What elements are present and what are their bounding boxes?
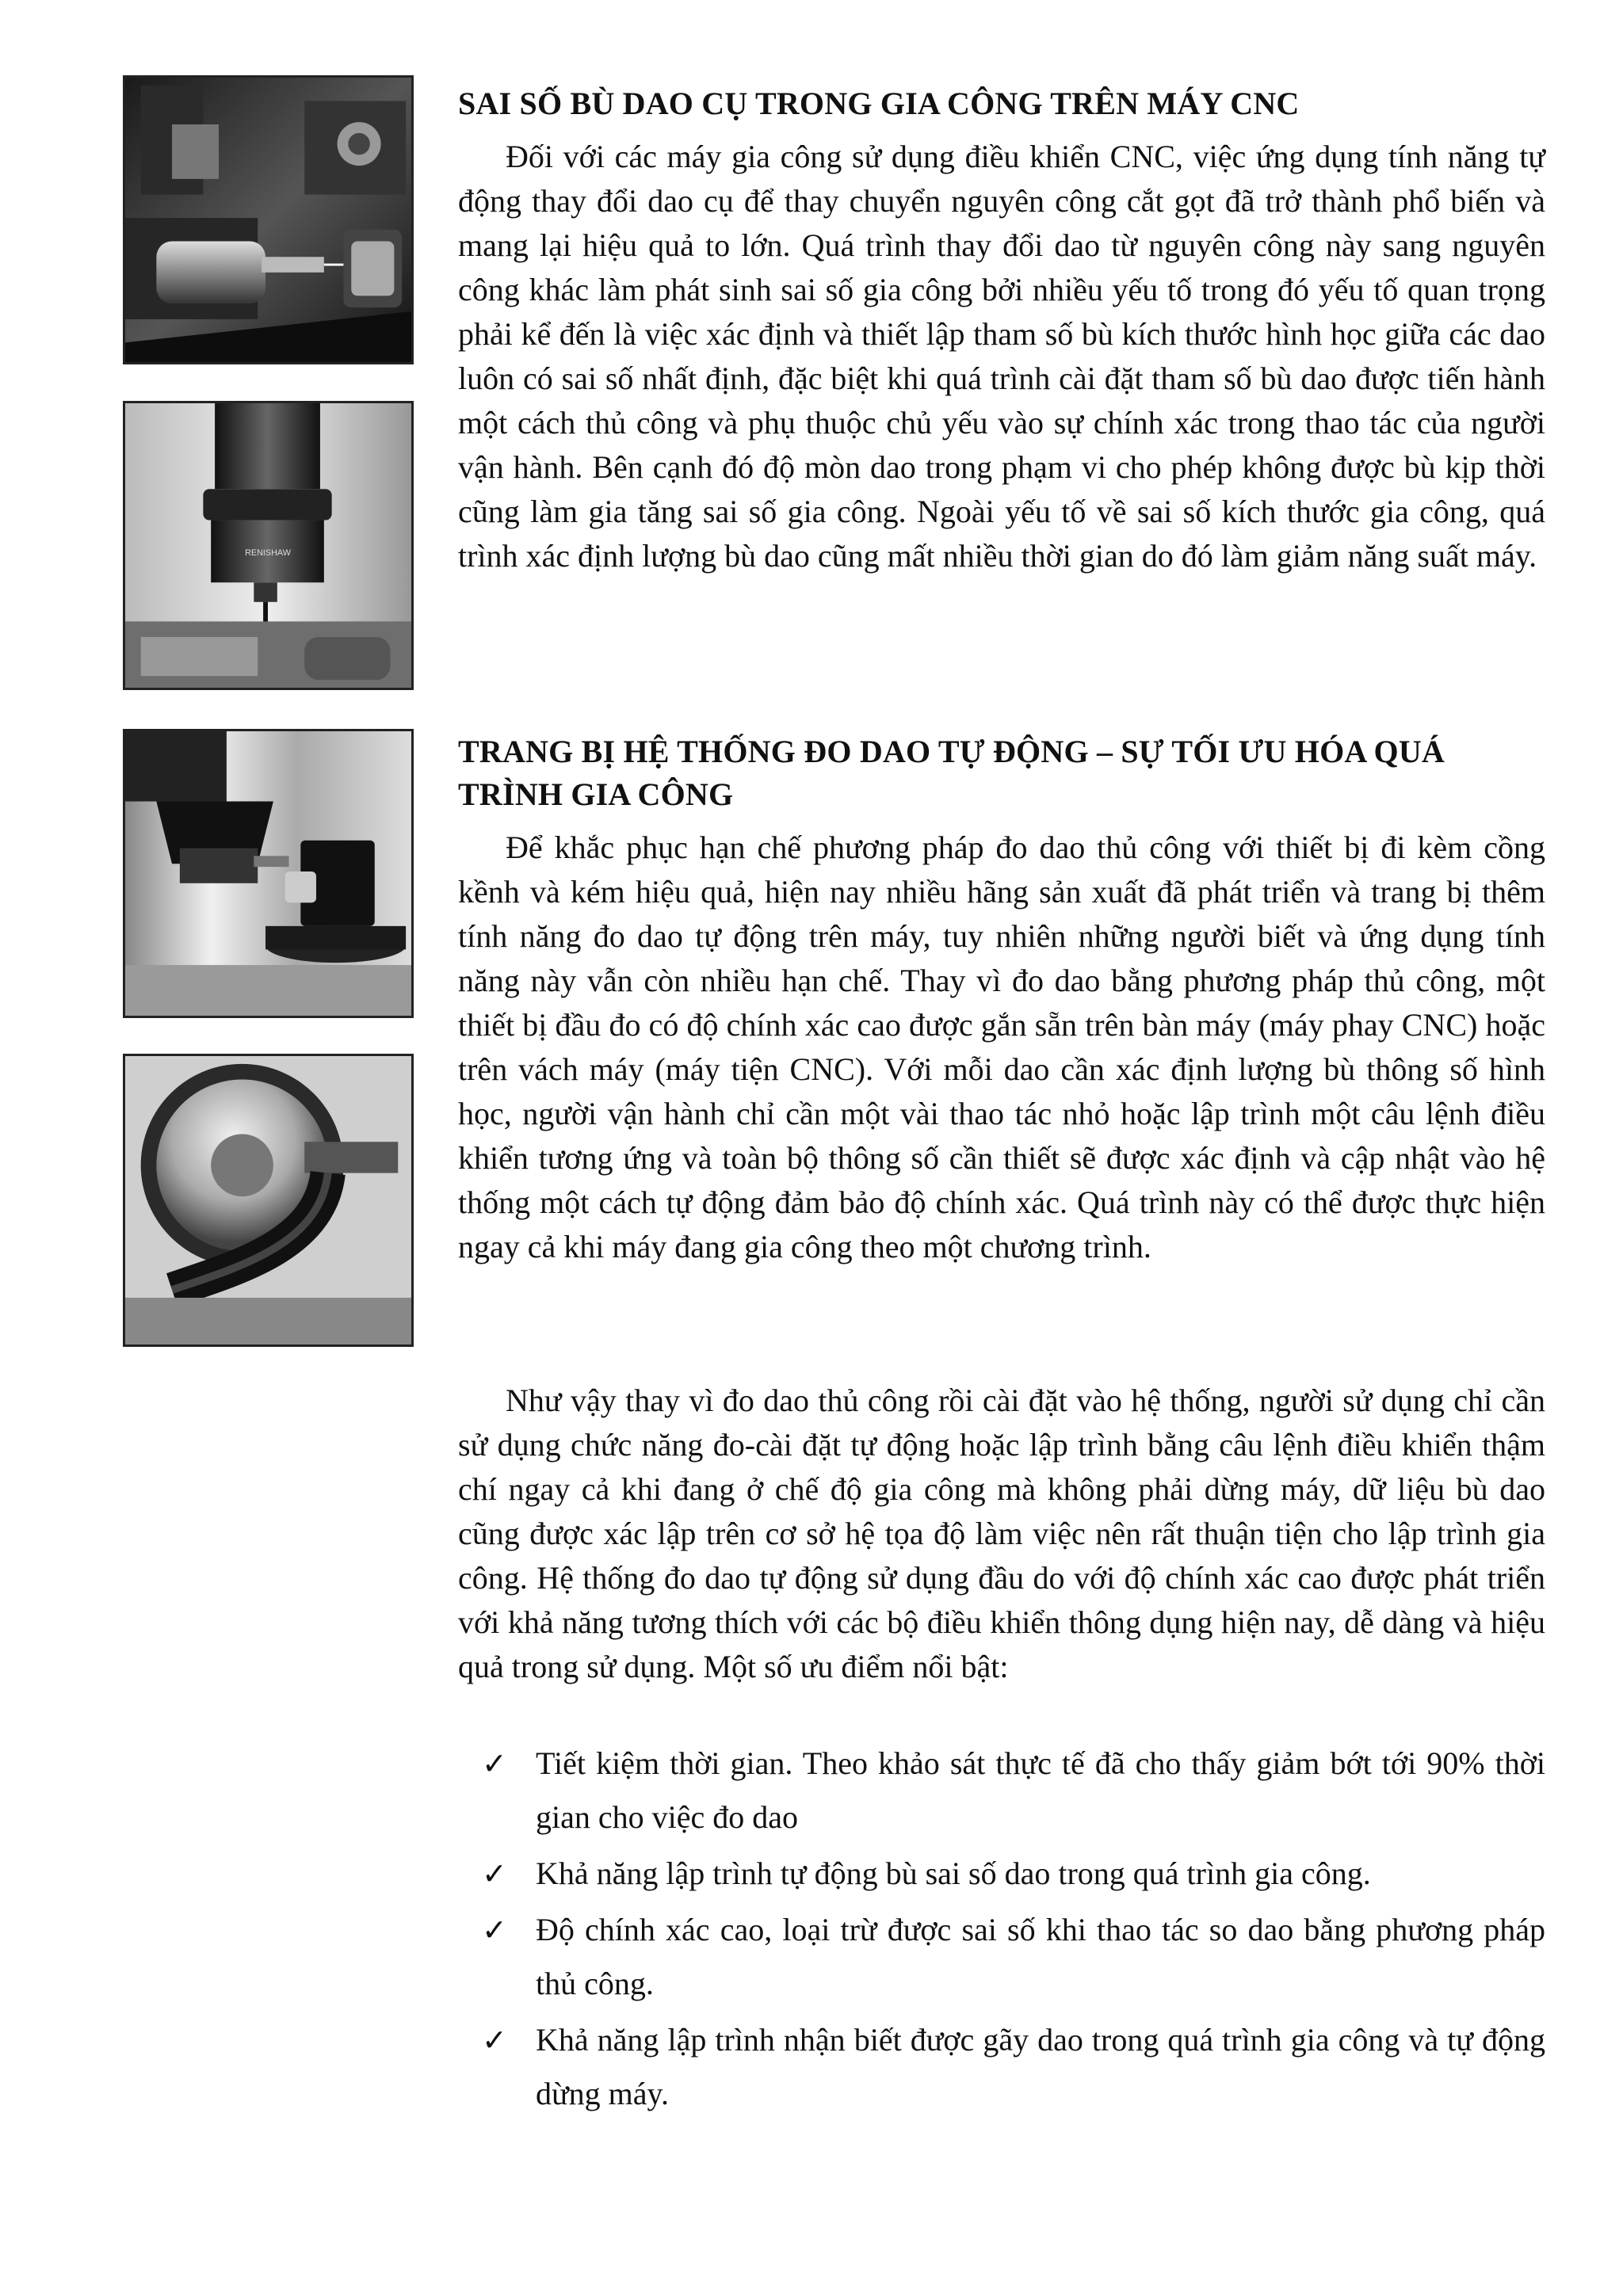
check-icon: ✓	[482, 1856, 507, 1891]
list-item-text: Tiết kiệm thời gian. Theo khảo sát thực tế đã cho thấy giảm bớt tới 90% thời gian cho việc đo dao	[536, 1745, 1545, 1835]
spindle-probe-photo	[123, 401, 414, 690]
probe-brand-label: RENISHAW	[245, 547, 291, 558]
cnc-lathe-tool-probe-photo	[123, 75, 414, 364]
check-icon: ✓	[482, 1913, 507, 1947]
section-heading-auto-measure: TRANG BỊ HỆ THỐNG ĐO DAO TỰ ĐỘNG – SỰ TỐI ƯU HÓA QUÁ TRÌNH GIA CÔNG	[458, 734, 1445, 812]
list-item-text: Độ chính xác cao, loại trừ được sai số khi thao tác so dao bằng phương pháp thủ công.	[536, 1912, 1545, 2001]
list-item	[458, 1737, 1545, 1844]
advantages-list	[458, 1737, 1545, 2123]
check-icon: ✓	[482, 2023, 507, 2058]
check-icon: ✓	[482, 1746, 507, 1781]
list-item	[458, 1847, 1545, 1901]
list-item	[458, 1903, 1545, 2011]
lathe-chuck-photo	[123, 1054, 414, 1347]
list-item-text: Khả năng lập trình nhận biết được gãy dao trong quá trình gia công và tự động dừng máy.	[536, 2022, 1545, 2111]
list-item	[458, 2013, 1545, 2121]
paragraph-auto-measure-2: Như vậy thay vì đo dao thủ công rồi cài đặt vào hệ thống, người sử dụng chỉ cần sử dụng chức năng đo-cài đặt tự động hoặc lập trình bằng câu lệnh điều khiển thậm chí ngay cả khi đang ở chế độ gia công mà không phải dừng máy, dữ liệu bù dao cũng được xác lập trên cơ sở hệ tọa độ làm việc nên rất thuận tiện cho lập trình gia công. Hệ thống đo dao tự động sử dụng đầu do với độ chính xác cao được phát triển với khả năng tương thích với các bộ điều khiển thông dụng hiện nay, dễ dàng và hiệu quả trong sử dụng. Một số ưu điểm nổi bật:	[458, 1383, 1545, 1684]
list-item-text: Khả năng lập trình tự động bù sai số dao trong quá trình gia công.	[536, 1855, 1371, 1891]
milling-tool-setter-photo	[123, 729, 414, 1018]
section-heading-tool-offset: SAI SỐ BÙ DAO CỤ TRONG GIA CÔNG TRÊN MÁY CNC	[458, 86, 1300, 121]
paragraph-auto-measure-1: Để khắc phục hạn chế phương pháp đo dao thủ công với thiết bị đi kèm cồng kềnh và kém hiệu quả, hiện nay nhiều hãng sản xuất đã phát triển và trang bị thêm tính năng đo dao tự động trên máy, tuy nhiên những người biết và ứng dụng tính năng này vẫn còn nhiều hạn chế. Thay vì đo dao bằng phương pháp thủ công, một thiết bị đầu đo có độ chính xác cao được gắn sẵn trên bàn máy (máy phay CNC) hoặc trên vách máy (máy tiện CNC). Với mỗi dao cần xác định lượng bù thông số hình học, người vận hành chỉ cần một vài thao tác nhỏ hoặc lập trình một câu lệnh điều khiển tương ứng và toàn bộ thông số cần thiết sẽ được xác định và cập nhật vào hệ thống một cách tự động đảm bảo độ chính xác. Quá trình này có thể được thực hiện ngay cả khi máy đang gia công theo một chương trình.	[458, 830, 1545, 1264]
paragraph-tool-offset: Đối với các máy gia công sử dụng điều khiển CNC, việc ứng dụng tính năng tự động thay đổi dao cụ để thay chuyển nguyên công cắt gọt đã trở thành phổ biến và mang lại hiệu quả to lớn. Quá trình thay đổi dao từ nguyên công này sang nguyên công khác làm phát sinh sai số gia công bởi nhiều yếu tố trong đó yếu tố quan trọng phải kể đến là việc xác định và thiết lập tham số bù kích thước hình học giữa các dao luôn có sai số nhất định, đặc biệt khi quá trình cài đặt tham số bù dao được tiến hành một cách thủ công và phụ thuộc chủ yếu vào sự chính xác trong thao tác của người vận hành. Bên cạnh đó độ mòn dao trong phạm vi cho phép không được bù kịp thời cũng làm gia tăng sai số gia công. Ngoài yếu tố về sai số kích thước gia công, quá trình xác định lượng bù dao cũng mất nhiều thời gian do đó làm giảm năng suất máy.	[458, 139, 1545, 574]
